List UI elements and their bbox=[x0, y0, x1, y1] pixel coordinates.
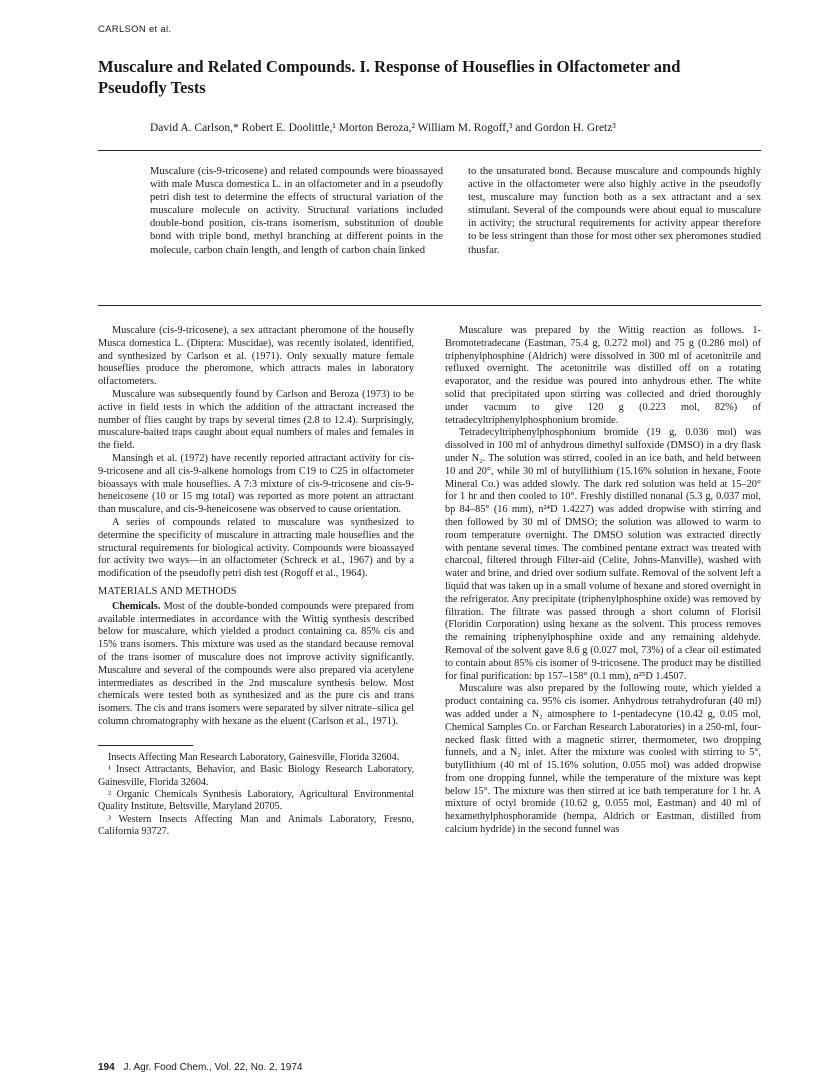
paragraph: Tetradecyltriphenylphosphonium bromide (19 g, 0.036 mol) was dissolved in 100 ml of anhydrous dimethyl sulfoxide (DMSO) in a dry flask under N₂. The solution was stirred, cooled in an ice bath, and held between 10 and 20°, while 30 ml of butyllithium (15.16% solution in hexane, Foote Mineral Co.) was added slowly. The dark red solution was held at 15–20° for 1 hr and then cooled to 10°. Freshly distilled nonanal (5.3 g, 0.037 mol, bp 84–85° (16 mm), n²⁴D 1.4227) was added dropwise with stirring and then followed by 30 ml of DMSO; the solution was allowed to warm to room temperature overnight. The DMSO solution was extracted directly with pentane several times. The combined pentane extract was treated with charcoal, filtered through Filter-aid (Celite, Johns-Manville), washed with water and brine, and dried over sodium sulfate. Removal of the solvent left a liquid that was taken up in a small volume of hexane and stored overnight in the refrigerator. Any precipitate (triphenylphosphine oxide) was removed by filtration. The filtrate was passed through a short column of Florisil (Floridin Corporation) using hexane as the solvent. This process removes the remaining triphenylphosphine oxide and any remaining aldehyde. Removal of the solvent gave 8.6 g (0.027 mol, 73%) of a clear oil estimated to contain about 85% cis isomer of 9-tricosene. The product may be distilled for final purification: bp 157–158° (0.1 mm), n²⁵D 1.4507. bbox=[445, 427, 761, 682]
section-heading: MATERIALS AND METHODS bbox=[98, 585, 237, 597]
footnote-rule bbox=[98, 745, 193, 746]
paragraph: Mansingh et al. (1972) have recently reported attractant activity for cis-9-tricosene and all cis-9-alkene homologs from C19 to C25 in olfactometer bioassays with male houseflies. A 7:3 mixture of cis-9-tricosene and cis-9-heneicosene (10 or 15 mg total) was reported as more potent an attractant than muscalure, and cis-9-heneicosene was observed to cause orientation. bbox=[98, 452, 414, 516]
paragraph: Muscalure was also prepared by the following route, which yielded a product containing ca. 95% cis isomer. Anhydrous tetrahydrofuran (40 ml) was added under a N₂ atmosphere to 1-pentadecyne (10.42 g, 0.05 mol, Chemical Samples Co. or Farchan Research Laboratories) in a 250-ml, four-necked flask fitted with a magnetic stirrer, thermometer, two dropping funnels, and a N₂ inlet. After the mixture was cooled with stirring to 5°, butyllithium (40 ml of 15.16% solution, 0.055 mol) was added dropwise from one dropping funnel, while the temperature of the mixture was kept below 15°. The mixture was then stirred at ice bath temperature for 1 hr. A mixture of octyl bromide (10.62 g, 0.055 mol, Eastman) and 40 ml of hexamethylphosphoramide (hempa, Aldrich or Eastman, distilled from calcium hydride) in the second funnel was bbox=[445, 683, 761, 836]
paragraph: A series of compounds related to muscalure was synthesized to determine the specificity of muscalure in attracting male houseflies and the structural requirements for biological activity. Compounds were bioassayed for activity two ways—in an olfactometer (Schreck et al., 1967) and by a modification of the pseudofly petri dish test (Rogoff et al., 1964). bbox=[98, 516, 414, 580]
paragraph: Muscalure (cis-9-tricosene), a sex attractant pheromone of the housefly Musca domestica L. (Diptera: Muscidae), was recently isolated, identified, and synthesized by Carlson et al. (1971). Only sexually mature female houseflies produce the pheromone, which attracts males in laboratory olfactometers. bbox=[98, 325, 414, 388]
abstract-left: Muscalure (cis-9-tricosene) and related compounds were bioassayed with male Musca domestica L. in an olfactometer and in a pseudofly petri dish test to determine the effects of structural variation of the muscalure molecule on activity. Structural variations included double-bond position, cis-trans isomerism, substitution of double bond with triple bond, methyl branching at different points in the molecule, carbon chain length, and length of carbon chain linked bbox=[150, 166, 443, 256]
paragraph bbox=[98, 601, 414, 729]
article-title: Muscalure and Related Compounds. I. Response of Houseflies in Olfactometer and Pseudofly Tests bbox=[98, 57, 681, 97]
running-head: CARLSON et al. bbox=[98, 24, 172, 35]
paragraph-text: Most of the double-bonded compounds were prepared from available intermediates in accordance with the Wittig synthesis described below for muscalure, which yielded a product containing ca. 85% cis and 15% trans isomers. This mixture was used as the standard because removal of the trans isomer of muscalure does not improve activity significantly. Muscalure and several of the compounds were also prepared via acetylene intermediates as described in the 2nd muscalure synthesis below. Most chemicals were tested both as synthesized and as the pure cis and trans isomers. The cis and trans isomers were separated by silver nitrate–silica gel column chromatography with hexane as the eluent (Carlson et al., 1971). bbox=[98, 600, 414, 727]
footnote: ² Organic Chemicals Synthesis Laboratory, Agricultural Environmental Quality Institute, Beltsville, Maryland 20705. bbox=[98, 788, 414, 813]
journal-citation: J. Agr. Food Chem., Vol. 22, No. 2, 1974 bbox=[123, 1062, 303, 1073]
paragraph: Muscalure was subsequently found by Carlson and Beroza (1973) to be active in field tests in which the addition of the attractant increased the number of flies caught by traps by several times (2.8 to 12.4). Surprisingly, muscalure-baited traps caught about equal numbers of males and females in the field. bbox=[98, 388, 414, 452]
footnote: ³ Western Insects Affecting Man and Animals Laboratory, Fresno, California 93727. bbox=[98, 813, 414, 838]
run-in-heading: Chemicals. bbox=[112, 600, 161, 612]
footnotes bbox=[98, 752, 414, 839]
abstract-rule bbox=[98, 305, 761, 306]
page-footer bbox=[98, 1062, 302, 1073]
paragraph: Muscalure was prepared by the Wittig reaction as follows. 1-Bromotetradecane (Eastman, 75.4 g, 0.272 mol) and 75 g (0.286 mol) of triphenylphosphine (Aldrich) were dissolved in 300 ml of acetonitrile and refluxed overnight. The acetonitrile was distilled off on a rotating evaporator, and the residue was poured into anhydrous ether. The white solid that precipitated upon stirring was collected and dried thoroughly under vacuum to give 120 g (0.223 mol, 82%) of tetradecyltriphenylphosphonium bromide. bbox=[445, 325, 761, 426]
header-rule bbox=[98, 150, 761, 151]
body-column-right bbox=[445, 325, 761, 837]
body-column-left bbox=[98, 325, 414, 839]
footnote: ¹ Insect Attractants, Behavior, and Basic Biology Research Laboratory, Gainesville, Florida 32604. bbox=[98, 764, 414, 788]
page-number: 194 bbox=[98, 1062, 115, 1073]
footnote: Insects Affecting Man Research Laboratory, Gainesville, Florida 32604. bbox=[108, 751, 400, 763]
author-list: David A. Carlson,* Robert E. Doolittle,¹ Morton Beroza,² William M. Rogoff,³ and Gordon H. Gretz³ bbox=[150, 122, 616, 134]
abstract-right: to the unsaturated bond. Because muscalure and compounds highly active in the olfactometer were also highly active in the pseudofly test, muscalure may function both as a sex attractant and a sex stimulant. Several of the compounds were about equal to muscalure in activity; the structural requirements for activity appear therefore to be less stringent than those for most other sex pheromones studied thusfar. bbox=[468, 166, 761, 256]
